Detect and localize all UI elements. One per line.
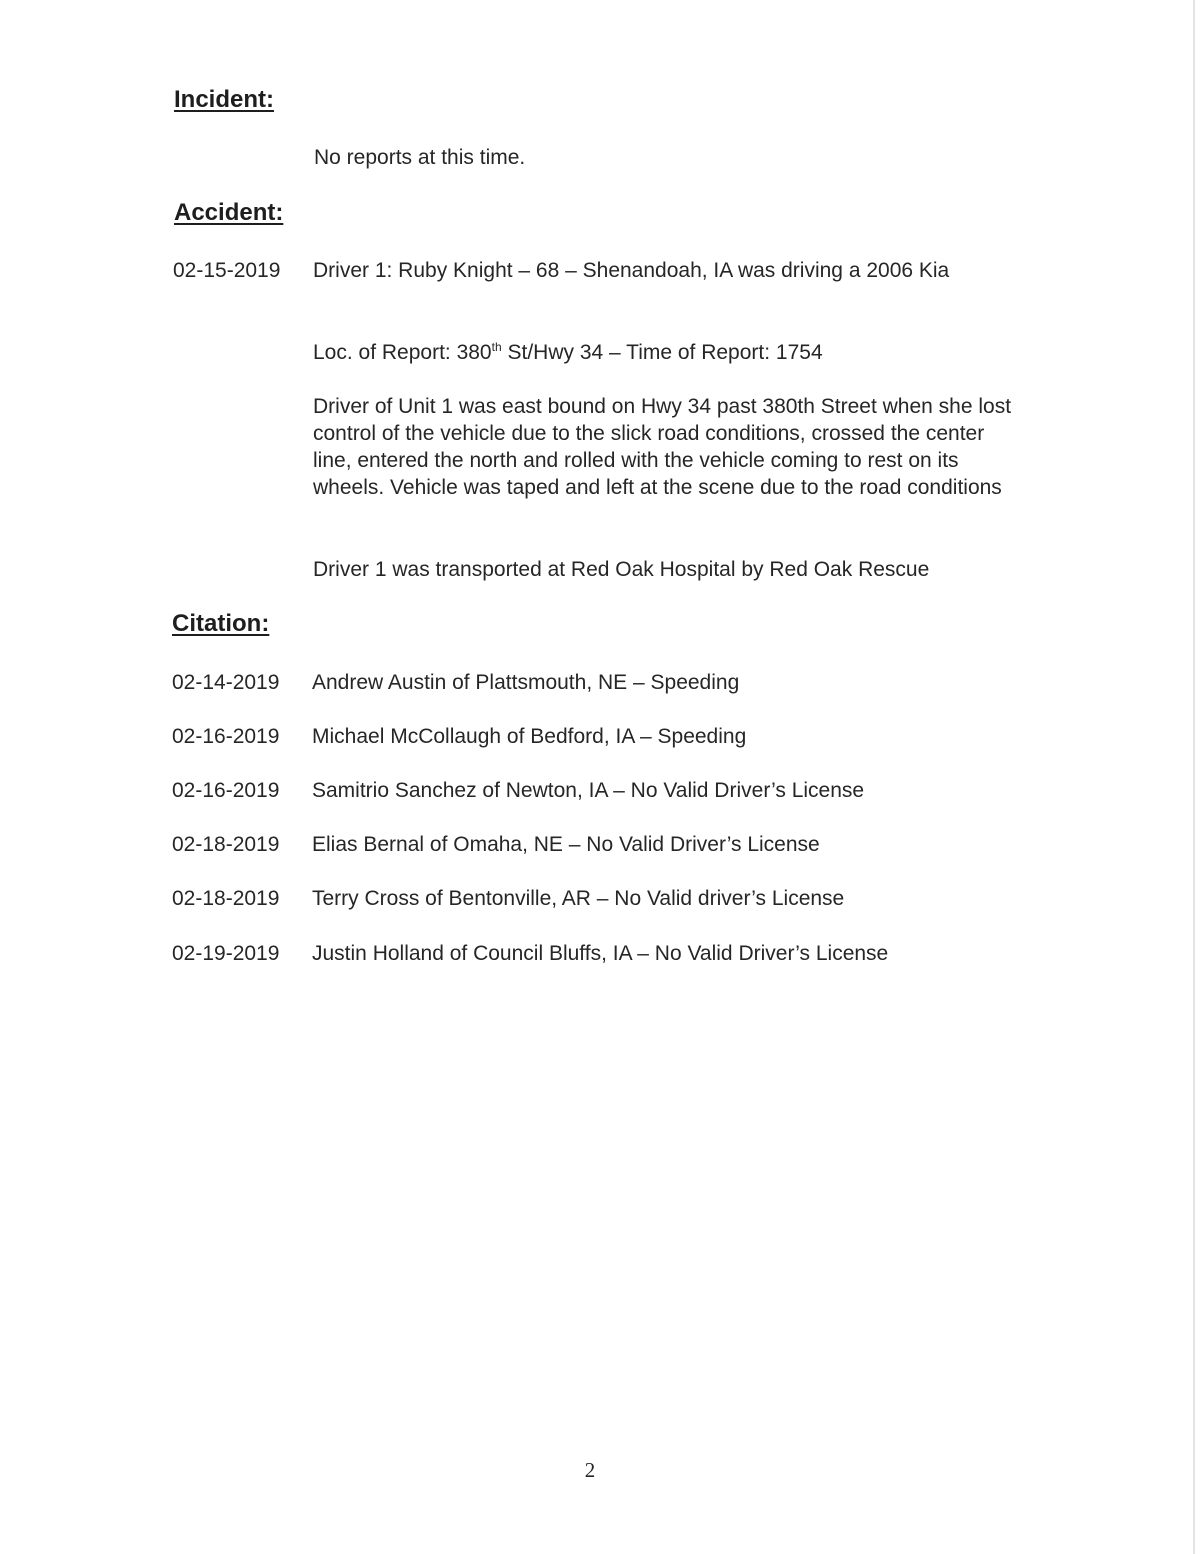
- page-number: 2: [584, 1458, 596, 1482]
- incident-heading: Incident:: [174, 86, 274, 113]
- citation-date: 02-18-2019: [172, 833, 280, 856]
- citation-text: Terry Cross of Bentonville, AR – No Valid driver’s License: [312, 887, 845, 910]
- accident-location-superscript: th: [491, 340, 502, 354]
- citation-date: 02-16-2019: [172, 779, 280, 802]
- citation-text: Michael McCollaugh of Bedford, IA – Speeding: [312, 725, 747, 748]
- accident-location-prefix: Loc. of Report: 380: [313, 341, 492, 364]
- citation-text: Elias Bernal of Omaha, NE – No Valid Driver’s License: [312, 833, 820, 856]
- citation-date: 02-18-2019: [172, 887, 280, 910]
- accident-heading: Accident:: [174, 199, 284, 226]
- citation-date: 02-14-2019: [172, 671, 280, 694]
- citation-text: Andrew Austin of Plattsmouth, NE – Speeding: [312, 671, 740, 694]
- citation-text: Samitrio Sanchez of Newton, IA – No Valid Driver’s License: [312, 779, 865, 802]
- page-edge-shadow: [1193, 0, 1195, 1554]
- accident-transport: Driver 1 was transported at Red Oak Hospital by Red Oak Rescue: [313, 558, 930, 581]
- accident-date: 02-15-2019: [173, 259, 281, 282]
- accident-location-suffix: St/Hwy 34 – Time of Report: 1754: [501, 341, 823, 364]
- accident-location: [313, 339, 1013, 366]
- citation-text: Justin Holland of Council Bluffs, IA – No Valid Driver’s License: [312, 942, 889, 965]
- citation-date: 02-16-2019: [172, 725, 280, 748]
- accident-driver: Driver 1: Ruby Knight – 68 – Shenandoah, IA was driving a 2006 Kia: [313, 259, 950, 282]
- citation-date: 02-19-2019: [172, 942, 280, 965]
- accident-narrative: Driver of Unit 1 was east bound on Hwy 34 past 380th Street when she lost control of the vehicle due to the slick road conditions, crossed the center line, entered the north and rolled with the vehicle coming to rest on its wheels. Vehicle was taped and left at the scene due to the road conditions: [313, 395, 1012, 499]
- citation-heading: Citation:: [172, 610, 270, 637]
- incident-text: No reports at this time.: [314, 146, 526, 169]
